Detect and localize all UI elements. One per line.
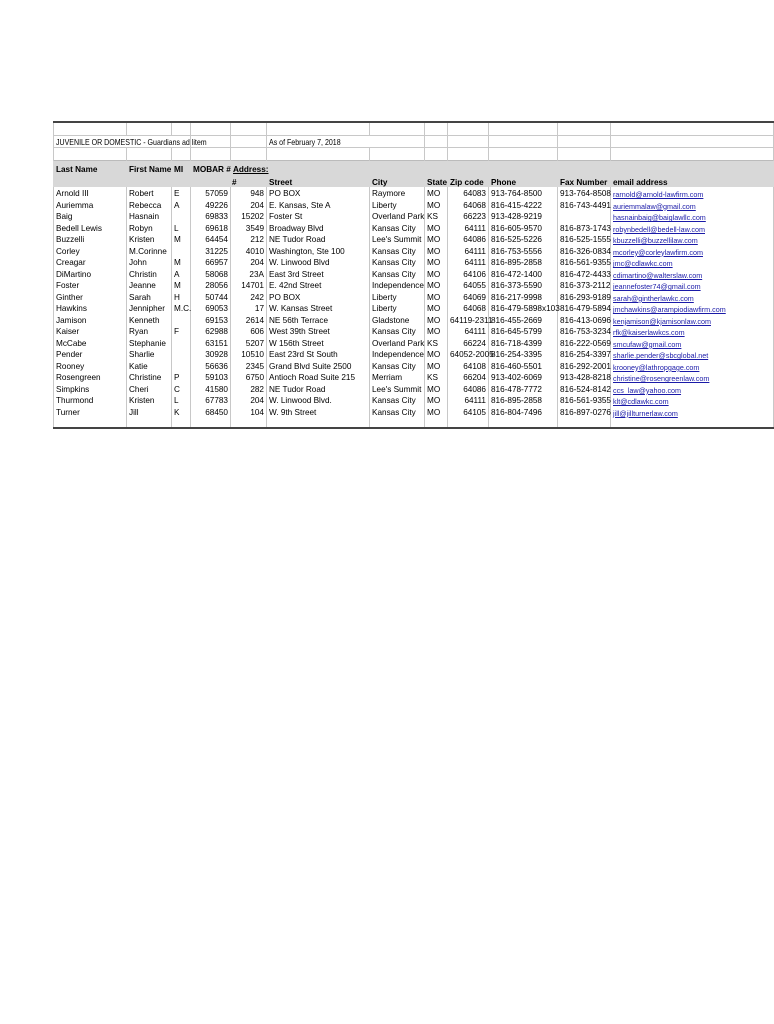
cell-state: MO: [425, 325, 448, 337]
cell-phone: 913-402-6069: [489, 371, 558, 383]
cell-state: MO: [425, 291, 448, 303]
cell-email[interactable]: jmc@cdlawkc.com: [611, 256, 774, 268]
cell-phone: 913-428-9219: [489, 210, 558, 222]
cell-zip: 64111: [448, 256, 489, 268]
cell-zip: 64111: [448, 325, 489, 337]
cell-fax: 816-897-0276: [558, 406, 611, 418]
cell-first-name: Christine: [127, 371, 172, 383]
cell-street-number: 14701: [231, 279, 267, 291]
cell-zip: 64108: [448, 360, 489, 372]
table-row: [54, 348, 774, 360]
cell-street: NE 56th Terrace: [267, 314, 370, 326]
cell-mobar: 28056: [191, 279, 231, 291]
cell-phone: 816-217-9998: [489, 291, 558, 303]
cell-mi: M.C.: [172, 302, 191, 314]
cell-street: NE Tudor Road: [267, 383, 370, 395]
cell-street: PO BOX: [267, 187, 370, 199]
cell-street-number: 6750: [231, 371, 267, 383]
cell-last-name: Pender: [54, 348, 127, 360]
cell-fax: 816-293-9189: [558, 291, 611, 303]
cell-mobar: 69833: [191, 210, 231, 222]
cell-fax: 816-472-4433: [558, 268, 611, 280]
cell-state: MO: [425, 268, 448, 280]
cell-state: MO: [425, 314, 448, 326]
cell-city: Overland Park: [370, 210, 425, 222]
cell-phone: 913-764-8500: [489, 187, 558, 199]
table-row: [54, 383, 774, 395]
table-row: [54, 406, 774, 418]
guardians-table: [53, 121, 774, 429]
cell-street-number: 15202: [231, 210, 267, 222]
cell-last-name: Foster: [54, 279, 127, 291]
cell-mobar: 41580: [191, 383, 231, 395]
cell-zip: 64055: [448, 279, 489, 291]
header-mobar: MOBAR #: [191, 161, 231, 175]
cell-phone: 816-460-5501: [489, 360, 558, 372]
cell-first-name: Kristen: [127, 233, 172, 245]
cell-first-name: Christin: [127, 268, 172, 280]
cell-city: Kansas City: [370, 360, 425, 372]
cell-street: West 39th Street: [267, 325, 370, 337]
cell-fax: 816-326-0834: [558, 245, 611, 257]
cell-state: MO: [425, 187, 448, 199]
cell-email[interactable]: klt@cdlawkc.com: [611, 394, 774, 406]
cell-fax: 816-561-9355: [558, 256, 611, 268]
cell-mi: A: [172, 199, 191, 211]
cell-first-name: Stephanie: [127, 337, 172, 349]
cell-email[interactable]: smcufaw@gmail.com: [611, 337, 774, 349]
cell-mi: [172, 360, 191, 372]
cell-mi: [172, 210, 191, 222]
cell-phone: 816-895-2858: [489, 394, 558, 406]
cell-fax: 816-743-4491: [558, 199, 611, 211]
cell-fax: 816-479-5894: [558, 302, 611, 314]
cell-city: Overland Park: [370, 337, 425, 349]
cell-city: Liberty: [370, 291, 425, 303]
cell-phone: 816-605-9570: [489, 222, 558, 234]
cell-mobar: 67783: [191, 394, 231, 406]
cell-city: Kansas City: [370, 245, 425, 257]
cell-city: Raymore: [370, 187, 425, 199]
cell-street-number: 104: [231, 406, 267, 418]
cell-fax: 816-222-0569: [558, 337, 611, 349]
cell-state: MO: [425, 279, 448, 291]
cell-city: Independence: [370, 279, 425, 291]
cell-mobar: 69153: [191, 314, 231, 326]
cell-city: Gladstone: [370, 314, 425, 326]
table-body: [54, 122, 774, 428]
cell-street: E. 42nd Street: [267, 279, 370, 291]
cell-email[interactable]: cdimartino@walterslaw.com: [611, 268, 774, 280]
cell-mi: H: [172, 291, 191, 303]
cell-street-number: 2345: [231, 360, 267, 372]
cell-mobar: 66957: [191, 256, 231, 268]
cell-street: W. Kansas Street: [267, 302, 370, 314]
cell-phone: 816-472-1400: [489, 268, 558, 280]
cell-email[interactable]: jeannefoster74@gmail.com: [611, 279, 774, 291]
cell-last-name: DiMartino: [54, 268, 127, 280]
table-row: [54, 245, 774, 257]
cell-last-name: McCabe: [54, 337, 127, 349]
cell-fax: [558, 210, 611, 222]
cell-city: Kansas City: [370, 394, 425, 406]
cell-last-name: Buzzelli: [54, 233, 127, 245]
cell-fax: 816-873-1743: [558, 222, 611, 234]
cell-email[interactable]: christine@rosengreenlaw.com: [611, 371, 774, 383]
cell-first-name: Jeanne: [127, 279, 172, 291]
cell-mi: [172, 314, 191, 326]
cell-fax: 913-428-8218: [558, 371, 611, 383]
table-row: [54, 371, 774, 383]
cell-street: East 23rd St South: [267, 348, 370, 360]
cell-street: Foster St: [267, 210, 370, 222]
header-row-2: [54, 174, 774, 187]
table-row: [54, 199, 774, 211]
cell-last-name: Bedell Lewis: [54, 222, 127, 234]
cell-street-number: 948: [231, 187, 267, 199]
cell-first-name: Kristen: [127, 394, 172, 406]
cell-mobar: 69618: [191, 222, 231, 234]
cell-mobar: 30928: [191, 348, 231, 360]
cell-street: Grand Blvd Suite 2500: [267, 360, 370, 372]
cell-street: W. 9th Street: [267, 406, 370, 418]
table-row: [54, 222, 774, 234]
cell-street-number: 5207: [231, 337, 267, 349]
cell-first-name: Kenneth: [127, 314, 172, 326]
cell-state: MO: [425, 302, 448, 314]
cell-email[interactable]: jmchawkins@arampiodiawfirm.com: [611, 302, 774, 314]
cell-city: Kansas City: [370, 325, 425, 337]
table-row: [54, 256, 774, 268]
header-number: #: [231, 174, 267, 187]
cell-first-name: Jill: [127, 406, 172, 418]
cell-fax: 913-764-8508: [558, 187, 611, 199]
cell-state: MO: [425, 394, 448, 406]
cell-city: Lee's Summit: [370, 233, 425, 245]
cell-mi: [172, 245, 191, 257]
cell-state: MO: [425, 233, 448, 245]
table-row: [54, 187, 774, 199]
cell-fax: 816-413-0696: [558, 314, 611, 326]
cell-first-name: Hasnain: [127, 210, 172, 222]
table-row: [54, 268, 774, 280]
cell-mi: E: [172, 187, 191, 199]
cell-fax: 816-753-3234: [558, 325, 611, 337]
cell-fax: 816-561-9355: [558, 394, 611, 406]
cell-mobar: 49226: [191, 199, 231, 211]
cell-phone: 816-895-2858: [489, 256, 558, 268]
cell-state: KS: [425, 210, 448, 222]
cell-state: MO: [425, 360, 448, 372]
cell-email[interactable]: sarah@gintherlawkc.com: [611, 291, 774, 303]
cell-phone: 816-718-4399: [489, 337, 558, 349]
cell-fax: 816-292-2001: [558, 360, 611, 372]
cell-zip: 64083: [448, 187, 489, 199]
cell-street: W. Linwood Blvd: [267, 256, 370, 268]
cell-street-number: 204: [231, 394, 267, 406]
cell-state: MO: [425, 256, 448, 268]
cell-first-name: Cheri: [127, 383, 172, 395]
header-address: Address:: [231, 161, 267, 175]
cell-mobar: 64454: [191, 233, 231, 245]
table-row: [54, 337, 774, 349]
cell-street: E. Kansas, Ste A: [267, 199, 370, 211]
cell-zip: 64086: [448, 233, 489, 245]
cell-first-name: Sharlie: [127, 348, 172, 360]
header-state: State: [425, 174, 448, 187]
cell-street-number: 606: [231, 325, 267, 337]
cell-last-name: Kaiser: [54, 325, 127, 337]
cell-state: KS: [425, 371, 448, 383]
cell-mobar: 68450: [191, 406, 231, 418]
cell-fax: 816-524-8142: [558, 383, 611, 395]
cell-last-name: Hawkins: [54, 302, 127, 314]
spreadsheet: [53, 121, 773, 429]
cell-phone: 816-753-5556: [489, 245, 558, 257]
header-fax: Fax Number: [558, 174, 611, 187]
cell-street-number: 3549: [231, 222, 267, 234]
cell-last-name: Baig: [54, 210, 127, 222]
cell-last-name: Corley: [54, 245, 127, 257]
cell-first-name: Rebecca: [127, 199, 172, 211]
cell-zip: 66223: [448, 210, 489, 222]
cell-email[interactable]: krooney@lathropgage.com: [611, 360, 774, 372]
cell-mi: M: [172, 233, 191, 245]
cell-phone: 816-455-2669: [489, 314, 558, 326]
cell-street-number: 4010: [231, 245, 267, 257]
header-street: Street: [267, 174, 370, 187]
table-row: [54, 233, 774, 245]
table-row: [54, 314, 774, 326]
cell-email[interactable]: rfk@kaiserlawkcs.com: [611, 325, 774, 337]
cell-mobar: 31225: [191, 245, 231, 257]
spacer-row: [54, 148, 774, 161]
cell-street-number: 2614: [231, 314, 267, 326]
header-city: City: [370, 174, 425, 187]
table-row: [54, 302, 774, 314]
table-row: [54, 360, 774, 372]
cell-street: Washington, Ste 100: [267, 245, 370, 257]
cell-zip: 64111: [448, 245, 489, 257]
cell-state: MO: [425, 245, 448, 257]
header-email: email address: [611, 174, 774, 187]
cell-last-name: Simpkins: [54, 383, 127, 395]
cell-street-number: 242: [231, 291, 267, 303]
cell-street-number: 23A: [231, 268, 267, 280]
caption-row: [54, 136, 774, 148]
caption-title: JUVENILE OR DOMESTIC - Guardians ad litem: [54, 136, 191, 148]
cell-mi: C: [172, 383, 191, 395]
cell-email[interactable]: ccs_law@yahoo.com: [611, 383, 774, 395]
cell-mi: L: [172, 394, 191, 406]
cell-zip: 66204: [448, 371, 489, 383]
cell-last-name: Arnold III: [54, 187, 127, 199]
cell-phone: 816-645-5799: [489, 325, 558, 337]
cell-phone: 816-373-5590: [489, 279, 558, 291]
cell-city: Merriam: [370, 371, 425, 383]
cell-email[interactable]: kbuzzelli@buzzellilaw.com: [611, 233, 774, 245]
cell-city: Kansas City: [370, 256, 425, 268]
cell-mi: A: [172, 268, 191, 280]
table-row: [54, 325, 774, 337]
table-row: [54, 279, 774, 291]
cell-mobar: 50744: [191, 291, 231, 303]
header-first-name: First Name: [127, 161, 172, 175]
cell-first-name: Jennipher: [127, 302, 172, 314]
cell-zip: 64111: [448, 222, 489, 234]
cell-mobar: 57059: [191, 187, 231, 199]
caption-date: As of February 7, 2018: [267, 136, 425, 148]
cell-email[interactable]: jill@jillturnerlaw.com: [611, 406, 774, 418]
cell-state: KS: [425, 337, 448, 349]
cell-street: East 3rd Street: [267, 268, 370, 280]
cell-mi: M: [172, 256, 191, 268]
cell-phone: 816-479-5898x103: [489, 302, 558, 314]
header-last-name: Last Name: [54, 161, 127, 175]
cell-last-name: Jamison: [54, 314, 127, 326]
header-mi: MI: [172, 161, 191, 175]
cell-mobar: 63151: [191, 337, 231, 349]
cell-mobar: 62988: [191, 325, 231, 337]
cell-email[interactable]: rarnold@arnold-lawfirm.com: [611, 187, 774, 199]
cell-zip: 64111: [448, 394, 489, 406]
cell-zip: 64119-2311: [448, 314, 489, 326]
cell-email[interactable]: kenjamison@kjamisonlaw.com: [611, 314, 774, 326]
cell-zip: 64068: [448, 199, 489, 211]
cell-last-name: Rosengreen: [54, 371, 127, 383]
cell-email[interactable]: sharlie.pender@sbcglobal.net: [611, 348, 774, 360]
cell-street: PO BOX: [267, 291, 370, 303]
cell-zip: 64086: [448, 383, 489, 395]
cell-zip: 64069: [448, 291, 489, 303]
cell-first-name: Robyn: [127, 222, 172, 234]
cell-mi: M: [172, 279, 191, 291]
cell-street: W. Linwood Blvd.: [267, 394, 370, 406]
cell-first-name: Sarah: [127, 291, 172, 303]
cell-city: Liberty: [370, 302, 425, 314]
cell-zip: 64068: [448, 302, 489, 314]
cell-phone: 816-804-7496: [489, 406, 558, 418]
cell-state: MO: [425, 222, 448, 234]
cell-zip: 64106: [448, 268, 489, 280]
cell-street: Broadway Blvd: [267, 222, 370, 234]
cell-fax: 816-373-2112: [558, 279, 611, 291]
cell-fax: 816-525-1555: [558, 233, 611, 245]
cell-mi: L: [172, 222, 191, 234]
cell-street-number: 17: [231, 302, 267, 314]
blank-top-row: [54, 122, 774, 136]
blank-bottom-row: [54, 417, 774, 428]
cell-state: MO: [425, 383, 448, 395]
cell-phone: 816-478-7772: [489, 383, 558, 395]
cell-first-name: John: [127, 256, 172, 268]
cell-last-name: Thurmond: [54, 394, 127, 406]
cell-phone: 816-415-4222: [489, 199, 558, 211]
cell-mobar: 58068: [191, 268, 231, 280]
cell-email[interactable]: robynbedell@bedell-law.com: [611, 222, 774, 234]
cell-zip: 64052-2005: [448, 348, 489, 360]
cell-mobar: 59103: [191, 371, 231, 383]
cell-last-name: Ginther: [54, 291, 127, 303]
cell-street: NE Tudor Road: [267, 233, 370, 245]
cell-state: MO: [425, 348, 448, 360]
cell-email[interactable]: mcorley@corleylawfirm.com: [611, 245, 774, 257]
cell-last-name: Creagar: [54, 256, 127, 268]
cell-zip: 64105: [448, 406, 489, 418]
cell-last-name: Rooney: [54, 360, 127, 372]
header-row-1: [54, 161, 774, 175]
cell-first-name: M.Corinne: [127, 245, 172, 257]
cell-city: Liberty: [370, 199, 425, 211]
cell-mi: [172, 337, 191, 349]
cell-zip: 66224: [448, 337, 489, 349]
cell-street-number: 204: [231, 199, 267, 211]
cell-first-name: Robert: [127, 187, 172, 199]
header-zip: Zip code: [448, 174, 489, 187]
table-row: [54, 210, 774, 222]
cell-state: MO: [425, 199, 448, 211]
cell-street-number: 204: [231, 256, 267, 268]
cell-mi: K: [172, 406, 191, 418]
cell-last-name: Auriemma: [54, 199, 127, 211]
cell-street-number: 282: [231, 383, 267, 395]
cell-email[interactable]: auriemmalaw@gmail.com: [611, 199, 774, 211]
cell-mi: F: [172, 325, 191, 337]
cell-email[interactable]: hasnainbaig@baiglawllc.com: [611, 210, 774, 222]
cell-city: Independence: [370, 348, 425, 360]
header-phone: Phone: [489, 174, 558, 187]
cell-mobar: 69053: [191, 302, 231, 314]
cell-city: Kansas City: [370, 268, 425, 280]
cell-mi: [172, 348, 191, 360]
cell-city: Kansas City: [370, 222, 425, 234]
cell-phone: 816-525-5226: [489, 233, 558, 245]
cell-city: Kansas City: [370, 406, 425, 418]
table-row: [54, 394, 774, 406]
cell-street-number: 10510: [231, 348, 267, 360]
cell-last-name: Turner: [54, 406, 127, 418]
cell-street: Antioch Road Suite 215: [267, 371, 370, 383]
cell-city: Lee's Summit: [370, 383, 425, 395]
cell-phone: 816-254-3395: [489, 348, 558, 360]
cell-state: MO: [425, 406, 448, 418]
cell-fax: 816-254-3397: [558, 348, 611, 360]
cell-mobar: 56636: [191, 360, 231, 372]
cell-first-name: Ryan: [127, 325, 172, 337]
cell-first-name: Katie: [127, 360, 172, 372]
cell-street: W 156th Street: [267, 337, 370, 349]
cell-mi: P: [172, 371, 191, 383]
cell-street-number: 212: [231, 233, 267, 245]
table-row: [54, 291, 774, 303]
